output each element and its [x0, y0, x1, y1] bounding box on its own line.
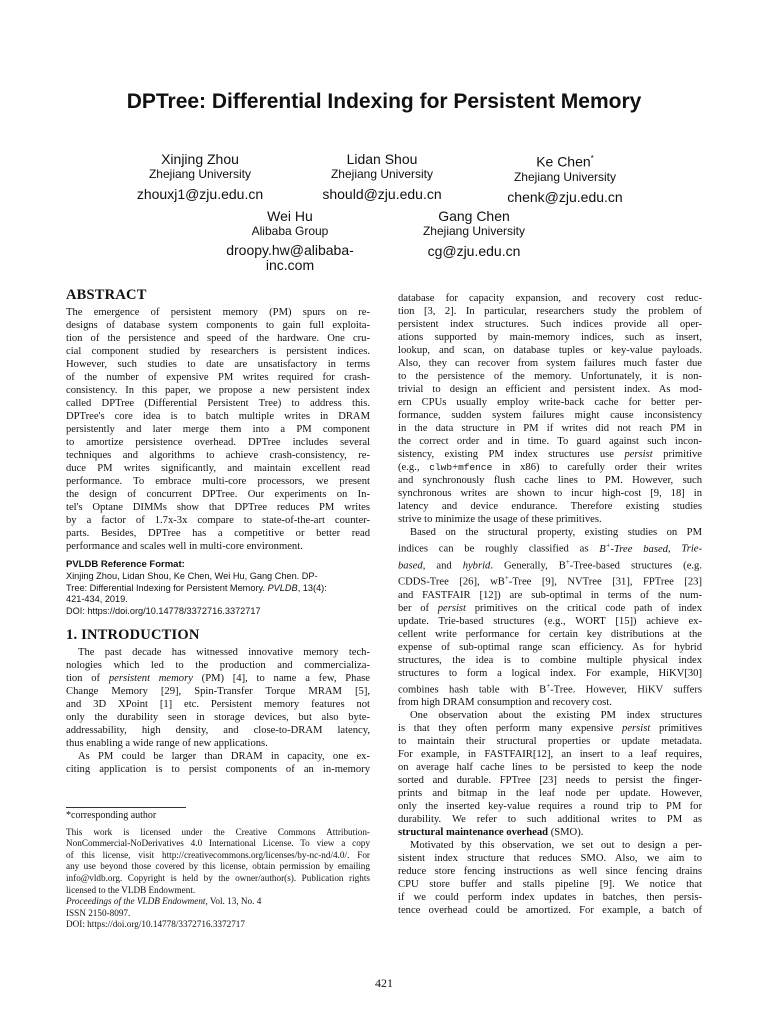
text-line: tion [3, 2]. In particular, researchers study the problem of: [398, 306, 702, 317]
text-line: [398, 602, 702, 615]
text-line: cellent write performance for certain key distributions at the: [398, 628, 702, 640]
text-line: persistent index structures. Such indices provide all oper-: [398, 319, 702, 330]
paper-title: DPTree: Differential Indexing for Persistent Memory: [126, 90, 642, 113]
footnote-rule: [66, 807, 186, 808]
text-line: licensed to the VLDB Endowment.: [66, 884, 196, 895]
superscript: +: [605, 541, 611, 549]
text-line: called DPTree (Differential Persistent Tree) to address this.: [66, 398, 370, 409]
text-run: indices can be roughly classified as: [398, 543, 600, 555]
superscript: +: [504, 574, 509, 583]
text-line: As PM could be larger than DRAM in capacity, one ex-: [78, 751, 370, 762]
emphasis: hybrid: [462, 560, 491, 572]
left-column: [66, 289, 370, 776]
author-block: [292, 151, 472, 203]
author-block: [110, 151, 290, 203]
text-line: from high DRAM consumption and recovery cost.: [398, 697, 612, 709]
paragraph: [398, 292, 702, 448]
text-line: only the inserted key-value requires a round trip to PM for: [398, 801, 702, 813]
emphasis: persist: [437, 602, 466, 614]
text-line: Based on the structural property, existing studies on PM: [410, 527, 702, 538]
text-line: on average half cache lines to be persisted to keep the node: [398, 762, 702, 774]
text-line: of the number of expensive PM writes required for crash-: [66, 372, 370, 383]
text-run: primitive: [652, 449, 702, 460]
text-line: Also, they can recover from system failures much faster due: [398, 358, 702, 369]
author-name: Gang Chen: [438, 208, 510, 224]
text-line: However, such studies to date are unsatisfactory in terms: [66, 359, 370, 370]
intro-heading: 1. INTRODUCTION: [66, 627, 200, 643]
text-line: if we could perform index updates in batches, then persis-: [398, 892, 702, 904]
text-line: info@vldb.org. Copyright is held by the owner/author(s). Publication rights: [66, 872, 370, 883]
text-line: ern CPUs usually employ write-back cache for better per-: [398, 397, 702, 408]
author-affiliation: Zhejiang University: [148, 167, 252, 181]
author-name: Wei Hu: [267, 208, 313, 224]
emphasis: persistent memory: [108, 673, 193, 684]
text-run: -Tree based: [610, 543, 668, 555]
text-line: [398, 680, 702, 697]
text-line: update. Trie-based structures (e.g., WORT [15]) achieve ex-: [398, 615, 702, 627]
text-run: +: [452, 462, 459, 473]
text-line: consistency. In this paper, we propose a new persistent index: [66, 385, 370, 396]
text-line: persistently and later merge them into a PM component: [66, 424, 370, 435]
text-line: citing application is to persist components of an in-memory: [66, 764, 370, 775]
text-line: duce PM writes significantly, and maintain excellent read: [66, 463, 370, 474]
text-line: The past decade has witnessed innovative memory tech-: [78, 647, 370, 658]
corresponding-footnote: *corresponding author: [66, 810, 157, 821]
author-block: [200, 208, 380, 273]
pvldb-doi: DOI: https://doi.org/10.14778/3372716.3372717: [66, 605, 261, 616]
emphasis: based: [398, 560, 423, 572]
text-line: DPTree's core idea is to batch multiple writes in DRAM: [66, 411, 370, 422]
page-number: 421: [375, 976, 393, 990]
text-line: lookup, and scan, on database tuples or key-value payloads.: [398, 345, 702, 356]
text-line: [66, 672, 370, 685]
text-line: sistent index structure that reduces SMO. Also, we aim to: [398, 853, 702, 865]
text-run: (e.g.,: [398, 462, 430, 473]
text-line: The emergence of persistent memory (PM) spurs on re-: [66, 307, 370, 318]
author-block: [475, 151, 655, 206]
emphasis: Trie-: [681, 543, 703, 555]
text-run: combines hash table with B: [398, 684, 547, 696]
text-line: [398, 722, 702, 735]
author-affiliation: Zhejiang University: [330, 167, 434, 181]
pvldb-volume: , 13(4):: [297, 582, 327, 593]
paragraph: [398, 839, 702, 917]
author-email-line: inc.com: [265, 257, 315, 273]
text-line: any use beyond those covered by this license, obtain permission by emailing: [66, 861, 370, 872]
author-name: Xinjing Zhou: [161, 151, 239, 167]
author-email: should@zju.edu.cn: [322, 186, 442, 202]
text-run: (PM) [4], to name a few, Phase: [192, 673, 370, 684]
text-line: by a factor of 1.7x-3x compare to state-of-the-art counter-: [66, 515, 370, 526]
text-run: CDDS-Tree [26], wB: [398, 576, 505, 588]
author-email: zhouxj1@zju.edu.cn: [136, 186, 264, 202]
text-line: [398, 461, 702, 474]
author-affiliation: Zhejiang University: [513, 169, 617, 184]
text-run: B: [599, 543, 606, 555]
text-line: ations supported by main-memory indices, such as insert,: [398, 332, 702, 343]
text-line: Motivated by this observation, we set out to design a per-: [410, 840, 702, 852]
emphasis: persist: [624, 449, 653, 460]
author-name: Lidan Shou: [346, 151, 418, 167]
bold-term: structural maintenance overhead: [398, 827, 549, 839]
text-line: the correct order and in time. To guard against such incon-: [398, 436, 702, 447]
right-column: [398, 292, 702, 917]
author-affiliation: Zhejiang University: [422, 224, 526, 238]
text-line: For example, in FASTFAIR[12], an insert to a leaf requires,: [398, 749, 702, 761]
text-line: latency and device endurance. Therefore existing studies: [398, 501, 702, 512]
emphasis: persist: [622, 723, 651, 735]
author-name-text: Ke Chen: [536, 153, 591, 170]
text-line: One observation about the existing PM index structures: [410, 710, 702, 722]
code: clwb: [429, 462, 453, 473]
text-line: strive to minimize the usage of these primitives.: [398, 514, 602, 525]
paragraph: [398, 735, 702, 826]
text-line: Change Memory [29], Spin-Transfer Torque MRAM [5],: [66, 686, 370, 697]
pvldb-reference: [66, 571, 370, 617]
text-line: tion of the persistence and speed of the hardware. One cru-: [66, 333, 370, 344]
text-line: techniques and algorithms to achieve crash-consistency, re-: [66, 450, 370, 461]
text-line: in the data structure in PM if writes did not reach PM in: [398, 423, 702, 434]
doi-footnote: DOI: https://doi.org/10.14778/3372716.3372717: [66, 919, 245, 930]
proceedings-line: [66, 896, 370, 908]
corresponding-marker: *: [590, 154, 594, 163]
pvldb-journal: PVLDB: [267, 582, 298, 593]
author-email-line: droopy.hw@alibaba-: [226, 242, 354, 258]
text-run: (SMO).: [548, 827, 584, 839]
text-line: tel's Optane DIMMs show that DPTree reduces PM writes: [66, 502, 370, 513]
text-line: durability. We refer to such additional writes to PM as: [398, 814, 702, 826]
intro-body: [66, 646, 370, 776]
text-line: synchronous writes are shown to incur high-cost [9, 18] in: [398, 488, 702, 499]
text-line: database for capacity expansion, and recovery cost reduc-: [398, 293, 702, 304]
text-line: expense of sub-optimal range scan efficiency. As for hybrid: [398, 641, 702, 653]
text-run: in x86) to carefully order their writes: [492, 462, 702, 473]
text-line: [398, 826, 702, 839]
text-line: prints and bitmap in the leaf node per update. However,: [398, 788, 702, 800]
footnotes: [66, 810, 370, 931]
text-line: the design of concurrent DPTree. Our experiments on In-: [66, 489, 370, 500]
superscript: +: [565, 557, 570, 566]
code: mfence: [458, 462, 493, 473]
proceedings-volume: Vol. 13, No. 4: [207, 896, 262, 907]
proceedings-name: Proceedings of the VLDB Endowment,: [66, 896, 208, 907]
pvldb-line: Xinjing Zhou, Lidan Shou, Ke Chen, Wei Hu, Gang Chen. DP-: [66, 571, 318, 581]
text-line: [398, 448, 702, 461]
text-line: NonCommercial-NoDerivatives 4.0 International License. To view a copy: [66, 838, 370, 849]
superscript: +: [546, 681, 551, 690]
text-line: to the persistence of the memory. Unfortunately, it is non-: [398, 371, 702, 382]
text-line: [398, 556, 702, 573]
text-line: This work is licensed under the Creative Commons Attribution-: [66, 826, 370, 837]
text-line: trivial to design an efficient and persistent index. As mod-: [398, 384, 702, 395]
text-run: primitives: [650, 723, 702, 735]
text-line: performance and scales well in multi-core environment.: [66, 541, 303, 552]
text-line: CPU store buffer and stalls pipeline [9]. We notice that: [398, 879, 702, 891]
issn: ISSN 2150-8097.: [66, 907, 131, 918]
text-line: structures to form a logical index. For example, HiKV[30]: [398, 667, 702, 679]
author-name: [475, 151, 655, 170]
text-line: to maintain their structural properties or update metadata.: [398, 736, 702, 748]
text-line: performance. To embrace multi-core processors, we present: [66, 476, 370, 487]
pvldb-title-text: Tree: Differential Indexing for Persistent Memory.: [66, 582, 265, 593]
text-line: only the durability seen in storage devices, but also byte-: [66, 712, 370, 723]
text-line: and FASTFAIR [12]) are sub-optimal in terms of the num-: [398, 589, 702, 601]
author-affiliation: Alibaba Group: [251, 224, 329, 238]
text-line: formance, sudden system failures might cause inconsistency: [398, 410, 702, 421]
pvldb-line: [66, 583, 370, 595]
text-line: thus enabling a wide range of new applications.: [66, 738, 268, 749]
text-run: -Tree [9], NVTree [31], FPTree [23]: [508, 576, 702, 588]
text-run: tion of: [66, 673, 109, 684]
text-run: primitives on the critical code path of index: [466, 602, 702, 614]
text-line: nologies which led to the production and commercializa-: [66, 660, 370, 671]
abstract-heading: ABSTRACT: [66, 287, 147, 303]
text-line: structures, the idea is to combine multiple physical index: [398, 654, 702, 666]
text-line: to amortize persistence overhead. DPTree includes several: [66, 437, 370, 448]
text-run: sistency, existing PM index structures use: [398, 449, 625, 460]
text-run: , and: [422, 560, 463, 572]
text-line: tence overhead could be amortized. For example, a batch of: [398, 905, 702, 917]
text-line: and 3D XPoint [1] etc. Persistent memory features not: [66, 699, 370, 710]
abstract-body: [66, 306, 370, 553]
text-line: of this license, visit http://creativecommons.org/licenses/by-nc-nd/4.0/. For: [66, 849, 370, 860]
text-line: sorted and durable. FPTree [23] needs to persist the finger-: [398, 775, 702, 787]
author-email: cg@zju.edu.cn: [427, 243, 521, 259]
text-run: ber of: [398, 602, 438, 614]
pvldb-heading: PVLDB Reference Format:: [66, 559, 185, 570]
text-line: [398, 572, 702, 589]
text-line: reduce store fencing instructions as well since fencing drains: [398, 866, 702, 878]
pvldb-line: 421-434, 2019.: [66, 594, 128, 604]
text-line: addressability, high density, and close-to-DRAM latency,: [66, 725, 370, 736]
author-block: [384, 208, 564, 260]
text-run: -Tree. However, HiKV suffers: [550, 684, 702, 696]
text-run: is that they often perform many expensive: [398, 723, 623, 735]
text-line: [398, 539, 702, 556]
text-line: cial component studied by researchers is persistent indices.: [66, 346, 370, 357]
text-line: designs of database system components to gain full exploita-: [66, 320, 370, 331]
author-email: chenk@zju.edu.cn: [507, 188, 623, 205]
emphasis: [599, 541, 668, 555]
text-line: and synchronously flush cache lines to PM. However, such: [398, 475, 702, 486]
author-email: [200, 243, 380, 273]
text-run: ,: [667, 543, 682, 555]
text-line: parts. Besides, DPTree has a competitive or better read: [66, 528, 370, 539]
text-run: -Tree-based structures (e.g.: [569, 560, 702, 572]
license-notice: [66, 827, 370, 897]
text-run: . Generally, B: [490, 560, 566, 572]
